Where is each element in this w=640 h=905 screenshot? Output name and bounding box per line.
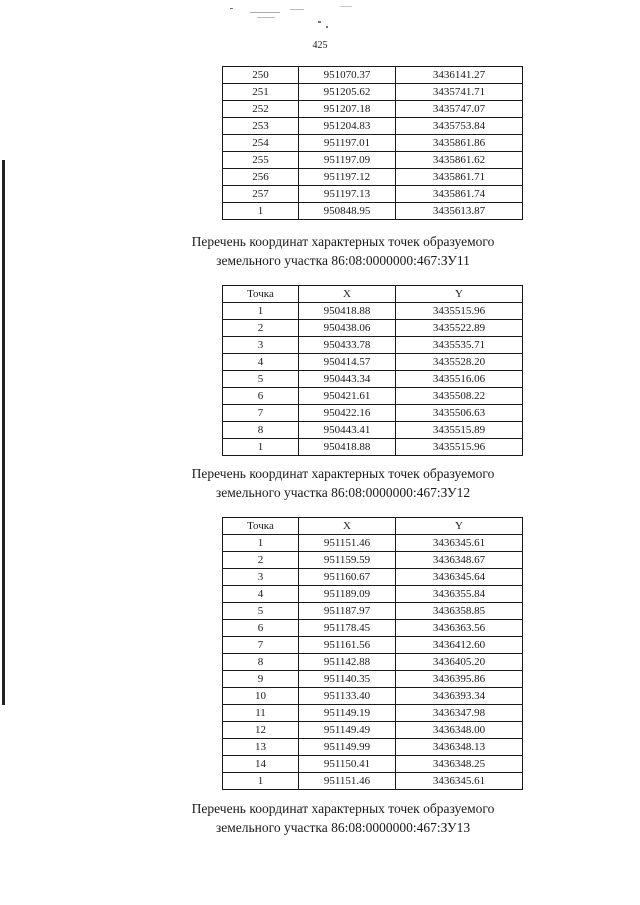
point-cell: 9 (223, 671, 299, 688)
point-cell: 251 (223, 84, 299, 101)
y-coordinate-cell: 3435515.89 (396, 422, 523, 439)
y-coordinate-cell: 3436141.27 (396, 67, 523, 84)
x-coordinate-cell: 950421.61 (299, 388, 396, 405)
table-row (223, 135, 523, 152)
x-coordinate-cell: 951160.67 (299, 569, 396, 586)
table-body (223, 67, 523, 220)
table-row (223, 422, 523, 439)
x-coordinate-cell: 951197.13 (299, 186, 396, 203)
table-row (223, 535, 523, 552)
table-row (223, 569, 523, 586)
point-cell: 256 (223, 169, 299, 186)
table-row (223, 84, 523, 101)
x-coordinate-cell: 950443.41 (299, 422, 396, 439)
y-coordinate-cell: 3436412.60 (396, 637, 523, 654)
y-coordinate-cell: 3435861.74 (396, 186, 523, 203)
point-cell: 8 (223, 654, 299, 671)
table-row (223, 439, 523, 456)
x-coordinate-cell: 951187.97 (299, 603, 396, 620)
column-header: Y (396, 286, 523, 303)
table-row (223, 739, 523, 756)
point-cell: 1 (223, 773, 299, 790)
point-cell: 1 (223, 203, 299, 220)
y-coordinate-cell: 3435535.71 (396, 337, 523, 354)
y-coordinate-cell: 3435861.71 (396, 169, 523, 186)
table-row (223, 756, 523, 773)
x-coordinate-cell: 951207.18 (299, 101, 396, 118)
point-cell: 4 (223, 586, 299, 603)
x-coordinate-cell: 950433.78 (299, 337, 396, 354)
y-coordinate-cell: 3436348.13 (396, 739, 523, 756)
point-cell: 10 (223, 688, 299, 705)
y-coordinate-cell: 3435753.84 (396, 118, 523, 135)
point-cell: 1 (223, 303, 299, 320)
y-coordinate-cell: 3436345.61 (396, 773, 523, 790)
x-coordinate-cell: 951159.59 (299, 552, 396, 569)
point-cell: 5 (223, 371, 299, 388)
point-cell: 6 (223, 620, 299, 637)
caption-line: земельного участка 86:08:0000000:467:ЗУ13 (215, 820, 471, 835)
x-coordinate-cell: 951142.88 (299, 654, 396, 671)
y-coordinate-cell: 3435747.07 (396, 101, 523, 118)
y-coordinate-cell: 3436348.00 (396, 722, 523, 739)
y-coordinate-cell: 3435508.22 (396, 388, 523, 405)
y-coordinate-cell: 3436345.64 (396, 569, 523, 586)
table-row (223, 388, 523, 405)
column-header: X (299, 286, 396, 303)
caption-line: Перечень координат характерных точек образуемого (191, 234, 495, 249)
point-cell: 252 (223, 101, 299, 118)
y-coordinate-cell: 3436355.84 (396, 586, 523, 603)
point-cell: 253 (223, 118, 299, 135)
y-coordinate-cell: 3435613.87 (396, 203, 523, 220)
x-coordinate-cell: 951149.19 (299, 705, 396, 722)
y-coordinate-cell: 3435515.96 (396, 439, 523, 456)
caption-zu12 (0, 464, 640, 502)
table-row (223, 722, 523, 739)
point-cell: 12 (223, 722, 299, 739)
x-coordinate-cell: 951204.83 (299, 118, 396, 135)
table-row (223, 152, 523, 169)
y-coordinate-cell: 3435861.86 (396, 135, 523, 152)
caption-zu13 (0, 799, 640, 837)
x-coordinate-cell: 951178.45 (299, 620, 396, 637)
point-cell: 11 (223, 705, 299, 722)
point-cell: 13 (223, 739, 299, 756)
table-row (223, 320, 523, 337)
table-row (223, 637, 523, 654)
table-row (223, 186, 523, 203)
x-coordinate-cell: 950418.88 (299, 303, 396, 320)
point-cell: 250 (223, 67, 299, 84)
column-header: Точка (223, 286, 299, 303)
point-cell: 1 (223, 439, 299, 456)
y-coordinate-cell: 3435528.20 (396, 354, 523, 371)
point-cell: 6 (223, 388, 299, 405)
x-coordinate-cell: 951197.09 (299, 152, 396, 169)
x-coordinate-cell: 950414.57 (299, 354, 396, 371)
point-cell: 2 (223, 320, 299, 337)
y-coordinate-cell: 3436393.34 (396, 688, 523, 705)
x-coordinate-cell: 950418.88 (299, 439, 396, 456)
table-row (223, 169, 523, 186)
table-row (223, 203, 523, 220)
table-body (223, 535, 523, 790)
y-coordinate-cell: 3435515.96 (396, 303, 523, 320)
point-cell: 257 (223, 186, 299, 203)
y-coordinate-cell: 3436395.86 (396, 671, 523, 688)
point-cell: 8 (223, 422, 299, 439)
y-coordinate-cell: 3435861.62 (396, 152, 523, 169)
table-row (223, 688, 523, 705)
y-coordinate-cell: 3436358.85 (396, 603, 523, 620)
x-coordinate-cell: 950422.16 (299, 405, 396, 422)
caption-zu11 (0, 232, 640, 270)
table-row (223, 371, 523, 388)
point-cell: 14 (223, 756, 299, 773)
point-cell: 7 (223, 405, 299, 422)
column-header: Y (396, 518, 523, 535)
x-coordinate-cell: 950848.95 (299, 203, 396, 220)
page-number: 425 (312, 40, 328, 51)
table-row (223, 67, 523, 84)
x-coordinate-cell: 951070.37 (299, 67, 396, 84)
table-row (223, 671, 523, 688)
caption-line: земельного участка 86:08:0000000:467:ЗУ11 (216, 253, 470, 268)
x-coordinate-cell: 951150.41 (299, 756, 396, 773)
x-coordinate-cell: 951205.62 (299, 84, 396, 101)
x-coordinate-cell: 951197.01 (299, 135, 396, 152)
point-cell: 4 (223, 354, 299, 371)
x-coordinate-cell: 951149.49 (299, 722, 396, 739)
y-coordinate-cell: 3435516.06 (396, 371, 523, 388)
table-row (223, 603, 523, 620)
scan-artifact (230, 0, 390, 34)
x-coordinate-cell: 951189.09 (299, 586, 396, 603)
y-coordinate-cell: 3435506.63 (396, 405, 523, 422)
table-row (223, 654, 523, 671)
caption-line: Перечень координат характерных точек образуемого (191, 466, 495, 481)
x-coordinate-cell: 951151.46 (299, 773, 396, 790)
table-row (223, 118, 523, 135)
table-row (223, 620, 523, 637)
table-row (223, 405, 523, 422)
table-row (223, 337, 523, 354)
table-body (223, 303, 523, 456)
coordinates-table-continued (222, 66, 523, 220)
point-cell: 3 (223, 569, 299, 586)
caption-line: земельного участка 86:08:0000000:467:ЗУ12 (215, 485, 471, 500)
table-row (223, 586, 523, 603)
point-cell: 1 (223, 535, 299, 552)
y-coordinate-cell: 3436405.20 (396, 654, 523, 671)
table-header-row (223, 518, 523, 535)
point-cell: 7 (223, 637, 299, 654)
point-cell: 3 (223, 337, 299, 354)
y-coordinate-cell: 3436345.61 (396, 535, 523, 552)
x-coordinate-cell: 951151.46 (299, 535, 396, 552)
table-row (223, 705, 523, 722)
x-coordinate-cell: 951149.99 (299, 739, 396, 756)
y-coordinate-cell: 3436347.98 (396, 705, 523, 722)
column-header: Точка (223, 518, 299, 535)
y-coordinate-cell: 3436363.56 (396, 620, 523, 637)
table-row (223, 303, 523, 320)
point-cell: 255 (223, 152, 299, 169)
point-cell: 2 (223, 552, 299, 569)
x-coordinate-cell: 951161.56 (299, 637, 396, 654)
table-header-row (223, 286, 523, 303)
table-row (223, 354, 523, 371)
table-row (223, 552, 523, 569)
point-cell: 5 (223, 603, 299, 620)
y-coordinate-cell: 3435741.71 (396, 84, 523, 101)
coordinates-table-zu11 (222, 285, 523, 456)
x-coordinate-cell: 951133.40 (299, 688, 396, 705)
x-coordinate-cell: 950443.34 (299, 371, 396, 388)
y-coordinate-cell: 3436348.25 (396, 756, 523, 773)
caption-line: Перечень координат характерных точек образуемого (191, 801, 495, 816)
point-cell: 254 (223, 135, 299, 152)
y-coordinate-cell: 3435522.89 (396, 320, 523, 337)
x-coordinate-cell: 950438.06 (299, 320, 396, 337)
table-row (223, 101, 523, 118)
y-coordinate-cell: 3436348.67 (396, 552, 523, 569)
x-coordinate-cell: 951140.35 (299, 671, 396, 688)
coordinates-table-zu12 (222, 517, 523, 790)
column-header: X (299, 518, 396, 535)
table-row (223, 773, 523, 790)
x-coordinate-cell: 951197.12 (299, 169, 396, 186)
